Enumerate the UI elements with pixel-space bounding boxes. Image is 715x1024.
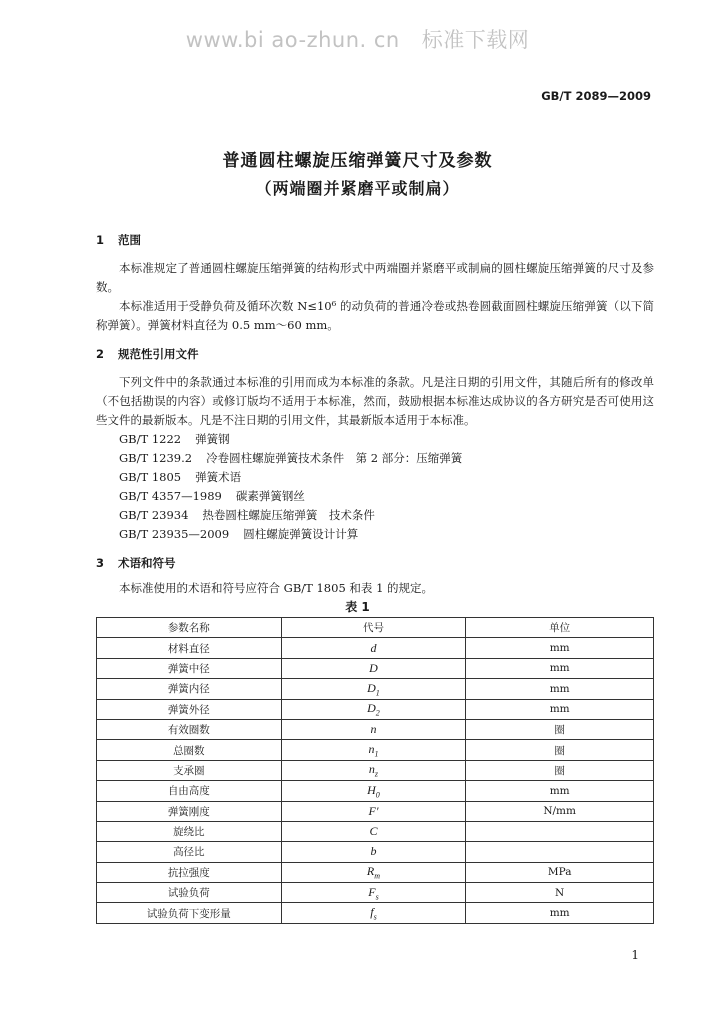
reference-code: GB/T 4357—1989 [119, 489, 222, 503]
reference-item [119, 450, 462, 466]
symbol-prime: ′ [375, 803, 379, 818]
parameter-name-cell: 弹簧外径 [97, 699, 282, 719]
watermark-site-name: 标准下载网 [421, 28, 530, 52]
table-row [97, 658, 654, 678]
table-row [97, 719, 654, 739]
reference-title: 冷卷圆柱螺旋弹簧技术条件 第 2 部分：压缩弹簧 [206, 451, 463, 465]
unit-cell: mm [466, 638, 654, 658]
symbol-letter: b [370, 844, 377, 859]
symbol-letter: n [370, 722, 377, 737]
parameter-name-cell: 弹簧内径 [97, 679, 282, 699]
table-row [97, 801, 654, 821]
unit-cell: mm [466, 781, 654, 801]
table-row [97, 679, 654, 699]
unit-cell: N/mm [466, 801, 654, 821]
parameter-name-cell: 弹簧刚度 [97, 801, 282, 821]
parameter-name-cell: 弹簧中径 [97, 658, 282, 678]
symbol-cell [281, 760, 466, 780]
symbol-letter: D [367, 680, 376, 695]
section-title: 范围 [118, 233, 141, 247]
unit-cell: N [466, 883, 654, 903]
section-number: 3 [96, 556, 105, 570]
symbol-letter: D [367, 701, 376, 716]
section-heading-references [96, 346, 199, 362]
section-title: 规范性引用文件 [118, 347, 199, 361]
parameter-name-cell: 自由高度 [97, 781, 282, 801]
document-subtitle: （两端圈并紧磨平或制扁） [255, 179, 460, 198]
symbol-subscript: s [375, 891, 379, 901]
column-header-unit: 单位 [466, 618, 654, 638]
unit-cell: 圈 [466, 760, 654, 780]
symbol-cell [281, 679, 466, 699]
symbol-subscript: 2 [375, 708, 380, 718]
symbol-cell [281, 821, 466, 841]
symbol-letter: n [368, 741, 375, 756]
symbol-subscript: 0 [375, 790, 380, 800]
reference-item [119, 526, 358, 542]
symbol-cell [281, 658, 466, 678]
reference-code: GB/T 1239.2 [119, 451, 193, 465]
section-number: 1 [96, 233, 105, 247]
symbol-subscript: s [373, 912, 377, 922]
reference-item [119, 507, 375, 523]
symbol-letter: D [369, 660, 378, 675]
symbol-letter: F [368, 803, 376, 818]
parameters-table [96, 617, 654, 924]
reference-code: GB/T 23934 [119, 508, 189, 522]
table-row [97, 699, 654, 719]
table-header-row [97, 618, 654, 638]
standard-code: GB/T 2089—2009 [541, 89, 651, 103]
symbol-cell [281, 801, 466, 821]
symbol-cell [281, 862, 466, 882]
symbol-subscript: 1 [375, 688, 380, 698]
symbol-cell [281, 638, 466, 658]
reference-item [119, 488, 305, 504]
symbol-cell [281, 740, 466, 760]
reference-title: 圆柱螺旋弹簧设计计算 [243, 527, 359, 541]
references-intro-paragraph: 下列文件中的条款通过本标准的引用而成为本标准的条款。凡是注日期的引用文件，其随后所有的修改单（不包括勘误的内容）或修订版均不适用于本标准，然而，鼓励根据本标准达成协议的各方研究是否可使用这些文件的最新版本。凡是不注日期的引用文件，其最新版本适用于本标准。 [96, 375, 654, 427]
parameter-name-cell: 总圈数 [97, 740, 282, 760]
parameter-name-cell: 材料直径 [97, 638, 282, 658]
reference-title: 弹簧术语 [195, 470, 242, 484]
table-row [97, 903, 654, 923]
reference-title: 热卷圆柱螺旋压缩弹簧 技术条件 [202, 508, 375, 522]
terms-intro-paragraph: 本标准使用的术语和符号应符合 GB/T 1805 和表 1 的规定。 [119, 581, 434, 595]
parameter-name-cell: 抗拉强度 [97, 862, 282, 882]
watermark [0, 24, 715, 54]
symbol-cell [281, 883, 466, 903]
section-heading-terms [96, 555, 176, 571]
table-row [97, 781, 654, 801]
unit-cell [466, 821, 654, 841]
table-row [97, 760, 654, 780]
symbol-subscript: 1 [374, 749, 379, 759]
symbol-letter: C [369, 824, 378, 839]
table-row [97, 883, 654, 903]
table-caption: 表 1 [345, 600, 370, 614]
column-header-parameter: 参数名称 [97, 618, 282, 638]
parameter-name-cell: 试验负荷 [97, 883, 282, 903]
reference-title: 碳素弹簧钢丝 [235, 489, 305, 503]
symbol-letter: f [370, 904, 374, 919]
symbol-cell [281, 699, 466, 719]
section-title: 术语和符号 [118, 556, 176, 570]
unit-cell: MPa [466, 862, 654, 882]
unit-cell: mm [466, 903, 654, 923]
symbol-cell [281, 719, 466, 739]
parameter-name-cell: 旋绕比 [97, 821, 282, 841]
unit-cell: 圈 [466, 740, 654, 760]
reference-item [119, 469, 241, 485]
reference-title: 弹簧钢 [195, 432, 230, 446]
parameter-name-cell: 有效圈数 [97, 719, 282, 739]
scope-paragraph-2: 本标准适用于受静负荷及循环次数 N≤10⁶ 的动负荷的普通冷卷或热卷圆截面圆柱螺旋压缩弹簧（以下简称弹簧）。弹簧材料直径为 0.5 mm～60 mm。 [96, 299, 654, 332]
section-heading-scope [96, 232, 141, 248]
reference-code: GB/T 23935—2009 [119, 527, 230, 541]
parameter-name-cell: 试验负荷下变形量 [97, 903, 282, 923]
symbol-cell [281, 842, 466, 862]
unit-cell: mm [466, 658, 654, 678]
table-row [97, 740, 654, 760]
parameter-name-cell: 支承圈 [97, 760, 282, 780]
reference-item [119, 431, 230, 447]
unit-cell: mm [466, 699, 654, 719]
symbol-letter: F [368, 884, 376, 899]
reference-code: GB/T 1222 [119, 432, 182, 446]
document-title: 普通圆柱螺旋压缩弹簧尺寸及参数 [222, 151, 493, 171]
symbol-subscript: z [374, 769, 379, 779]
scope-paragraph-1: 本标准规定了普通圆柱螺旋压缩弹簧的结构形式中两端圈并紧磨平或制扁的圆柱螺旋压缩弹簧的尺寸及参数。 [96, 261, 654, 294]
symbol-letter: H [367, 782, 376, 797]
symbol-letter: d [370, 640, 377, 655]
symbol-subscript: m [374, 871, 381, 881]
table-row [97, 638, 654, 658]
table-row [97, 842, 654, 862]
table-row [97, 821, 654, 841]
unit-cell [466, 842, 654, 862]
symbol-letter: n [368, 762, 375, 777]
symbol-letter: R [366, 864, 375, 879]
section-number: 2 [96, 347, 105, 361]
page-number: 1 [631, 948, 639, 962]
symbol-cell [281, 781, 466, 801]
parameter-name-cell: 高径比 [97, 842, 282, 862]
symbol-cell [281, 903, 466, 923]
column-header-symbol: 代号 [281, 618, 466, 638]
table-row [97, 862, 654, 882]
reference-code: GB/T 1805 [119, 470, 182, 484]
unit-cell: mm [466, 679, 654, 699]
unit-cell: 圈 [466, 719, 654, 739]
watermark-url: www.bi ao-zhun. cn [185, 28, 400, 52]
